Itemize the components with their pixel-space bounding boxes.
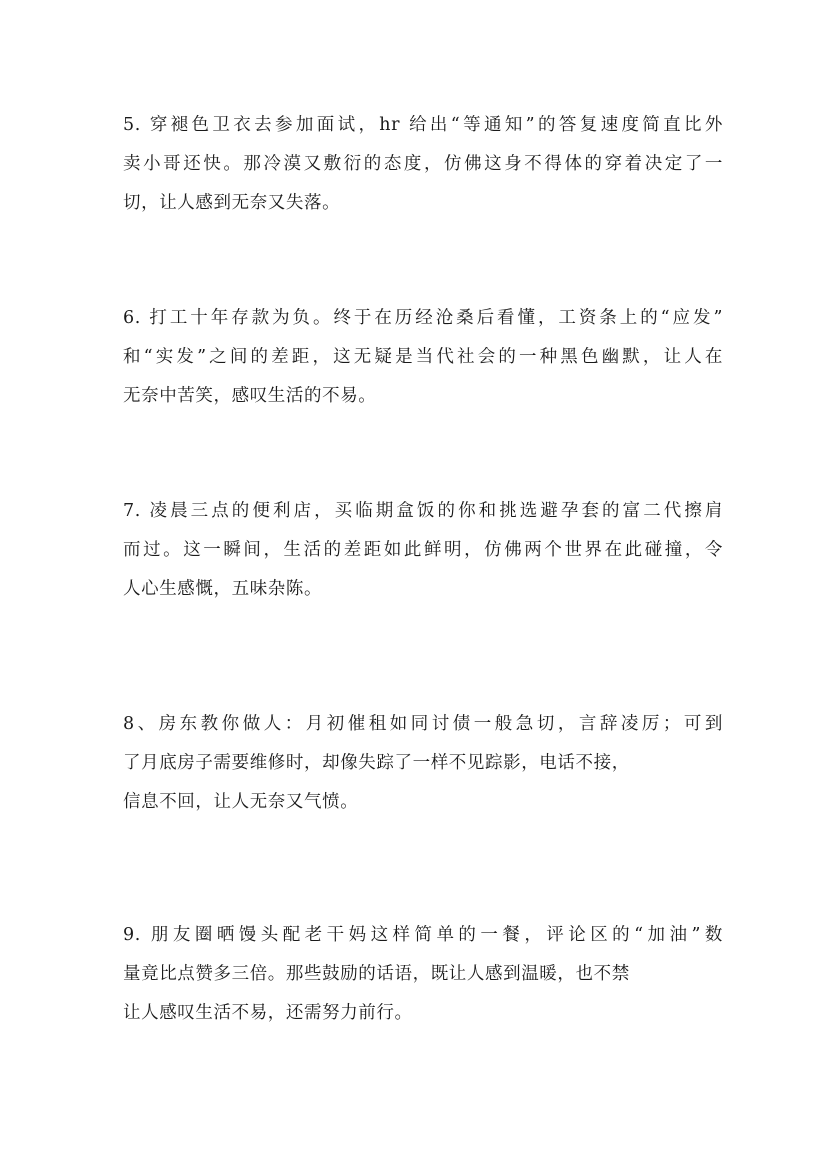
paragraph-line: 信息不回，让人无奈又气愤。 <box>123 792 359 812</box>
paragraph-line: 让人感叹生活不易，还需努力前行。 <box>123 1003 413 1023</box>
paragraph-line: 切，让人感到无奈又失落。 <box>123 193 341 213</box>
paragraph-line: 9. 朋友圈晒馒头配老干妈这样简单的一餐，评论区的“加油”数 <box>123 925 723 945</box>
paragraph-line: 6. 打工十年存款为负。终于在历经沧桑后看懂，工资条上的“应发” <box>123 308 723 328</box>
paragraph-line: 无奈中苦笑，感叹生活的不易。 <box>123 386 377 406</box>
paragraph-line: 8、房东教你做人：月初催租如同讨债一般急切，言辞凌厉；可到 <box>123 714 723 734</box>
paragraph-line: 了月底房子需要维修时，却像失踪了一样不见踪影，电话不接， <box>123 753 630 773</box>
paragraph-9 <box>123 916 723 1033</box>
paragraph-5 <box>123 106 723 223</box>
paragraph-line: 5. 穿褪色卫衣去参加面试，hr 给出“等通知”的答复速度简直比外 <box>123 115 723 135</box>
paragraph-line: 卖小哥还快。那冷漠又敷衍的态度，仿佛这身不得体的穿着决定了一 <box>123 154 723 174</box>
paragraph-line: 和“实发”之间的差距，这无疑是当代社会的一种黑色幽默，让人在 <box>123 347 723 367</box>
paragraph-line: 7. 凌晨三点的便利店，买临期盒饭的你和挑选避孕套的富二代擦肩 <box>123 501 723 521</box>
paragraph-6 <box>123 299 723 416</box>
paragraph-line: 人心生感慨，五味杂陈。 <box>123 579 323 599</box>
paragraph-line: 量竟比点赞多三倍。那些鼓励的话语，既让人感到温暖，也不禁 <box>123 964 630 984</box>
paragraph-line: 而过。这一瞬间，生活的差距如此鲜明，仿佛两个世界在此碰撞，令 <box>123 540 723 560</box>
paragraph-7 <box>123 492 723 609</box>
paragraph-8 <box>123 705 723 822</box>
